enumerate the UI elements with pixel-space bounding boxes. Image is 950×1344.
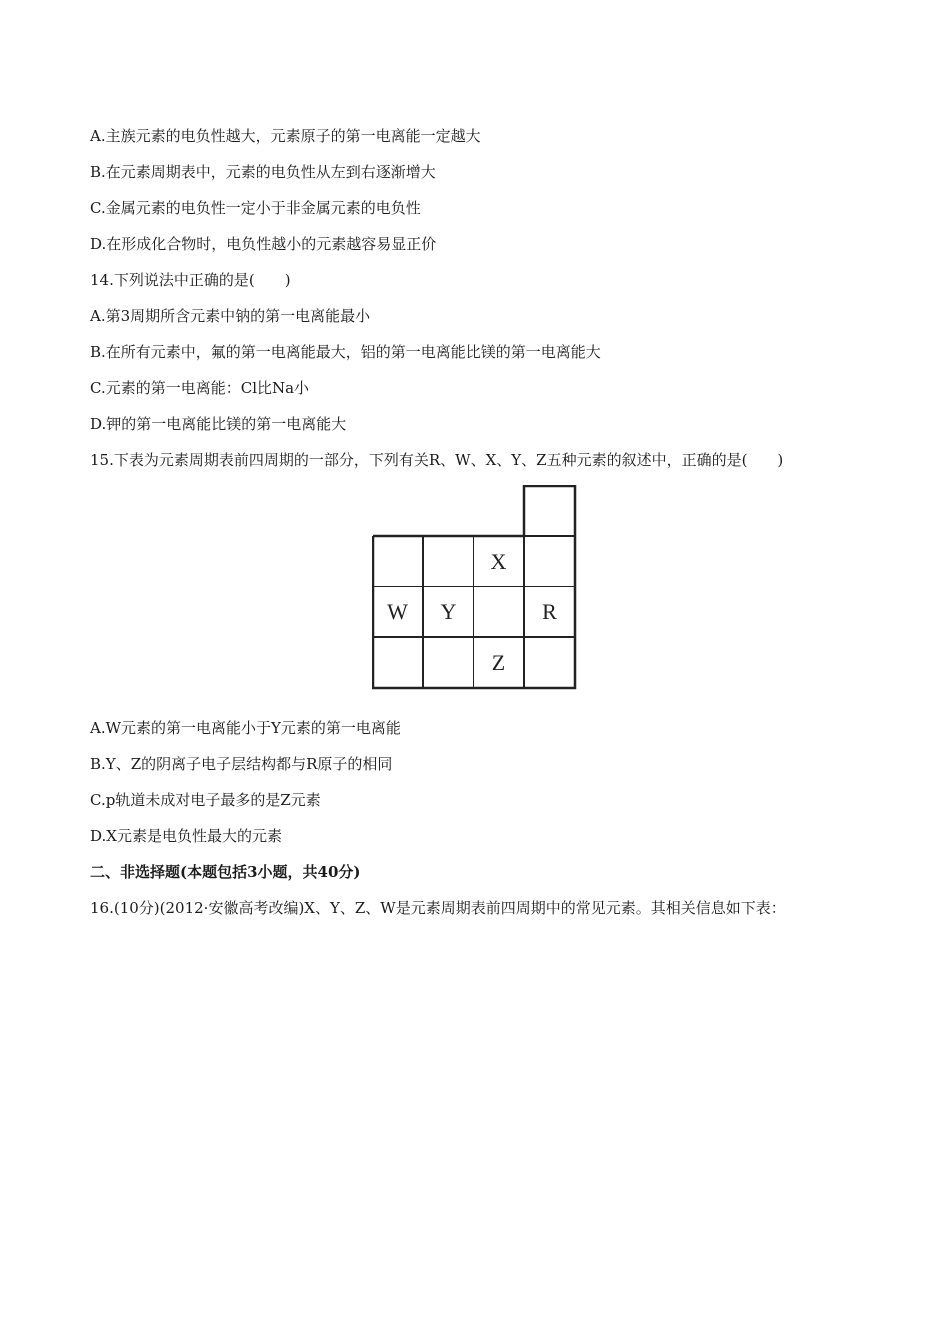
table-cell-empty [423,536,474,587]
table-cell-y: Y [423,586,474,637]
table-cell-empty [372,637,423,688]
section-heading: 二、非选择题(本题包括3小题，共40分) [90,863,361,881]
table-cell-empty [473,586,524,637]
q14-option-b: B.在所有元素中，氟的第一电离能最大，铝的第一电离能比镁的第一电离能大 [90,343,601,361]
q15-stem: 15.下表为元素周期表前四周期的一部分，下列有关R、W、X、Y、Z五种元素的叙述中，正确的是( ) [90,451,784,469]
periodic-table-fragment [372,485,577,690]
q13-option-d: D.在形成化合物时，电负性越小的元素越容易显正价 [90,235,437,253]
table-cell-empty [524,637,575,688]
q16-stem: 16.(10分)(2012·安徽高考改编)X、Y、Z、W是元素周期表前四周期中的常见元素。其相关信息如下表： [90,899,786,917]
q15-option-c: C.p轨道未成对电子最多的是Z元素 [90,791,321,809]
table-cell-empty [524,485,575,536]
q14-option-a: A.第3周期所含元素中钠的第一电离能最小 [90,307,371,325]
table-cell-z: Z [473,637,524,688]
q15-option-b: B.Y、Z的阴离子电子层结构都与R原子的相同 [90,755,393,773]
table-cell-x: X [473,536,524,587]
q14-option-c: C.元素的第一电离能：Cl比Na小 [90,379,310,397]
q14-stem: 14.下列说法中正确的是( ) [90,271,291,289]
q15-option-d: D.X元素是电负性最大的元素 [90,827,282,845]
q15-option-a: A.W元素的第一电离能小于Y元素的第一电离能 [90,719,401,737]
table-cell-empty [423,637,474,688]
table-cell-empty [372,536,423,587]
q13-option-a: A.主族元素的电负性越大，元素原子的第一电离能一定越大 [90,127,481,145]
q13-option-b: B.在元素周期表中，元素的电负性从左到右逐渐增大 [90,163,436,181]
table-cell-empty [524,536,575,587]
table-cell-r: R [524,586,575,637]
q14-option-d: D.钾的第一电离能比镁的第一电离能大 [90,415,347,433]
table-cell-w: W [372,586,423,637]
q13-option-c: C.金属元素的电负性一定小于非金属元素的电负性 [90,199,421,217]
